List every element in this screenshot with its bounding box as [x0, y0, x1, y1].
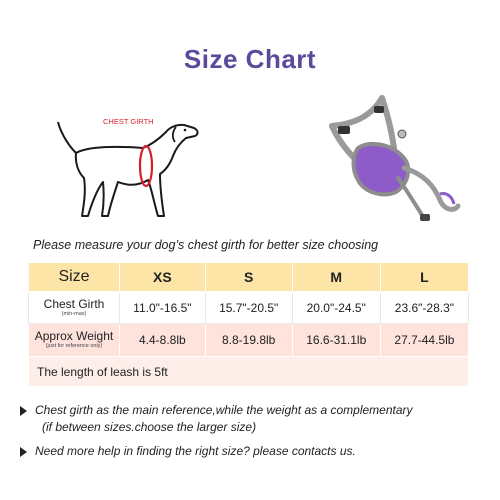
- header-l: L: [380, 263, 468, 292]
- weight-xs: 4.4-8.8lb: [120, 324, 206, 357]
- page-title: Size Chart: [183, 44, 317, 74]
- chest-s: 15.7"-20.5": [205, 292, 292, 324]
- header-size: Size: [29, 263, 120, 292]
- note2-text: Need more help in finding the right size? please contacts us.: [35, 444, 356, 458]
- chest-xs: 11.0"-16.5": [120, 292, 206, 324]
- header-s: S: [205, 263, 292, 292]
- weight-s: 8.8-19.8lb: [205, 324, 292, 357]
- triangle-bullet-icon: [20, 406, 27, 416]
- header-xs: XS: [120, 263, 206, 292]
- chest-girth-label-sub: (min-max): [61, 310, 87, 317]
- harness-leash-image: [312, 88, 462, 228]
- chest-girth-label-main: Chest Girth: [43, 296, 105, 311]
- dog-illustration: [48, 108, 218, 228]
- note1-line2: (if between sizes.choose the larger size): [42, 420, 257, 434]
- size-chart-table: [28, 262, 469, 387]
- table-row-approx-weight: [29, 324, 469, 357]
- header-m: M: [292, 263, 380, 292]
- triangle-bullet-icon: [20, 447, 27, 457]
- note-chest-girth: [20, 402, 413, 436]
- table-row-leash: [29, 357, 469, 387]
- approx-weight-label-main: Approx Weight: [34, 329, 114, 343]
- chest-girth-label: CHEST GIRTH: [103, 117, 154, 126]
- weight-l: 27.7-44.5lb: [380, 324, 468, 357]
- row-label-chest: [29, 292, 120, 324]
- measure-instruction: Please measure your dog’s chest girth for better size choosing: [33, 238, 379, 252]
- table-row-chest-girth: [29, 292, 469, 324]
- row-label-weight: [29, 324, 120, 357]
- table-header-row: [29, 263, 469, 292]
- note1-line1: Chest girth as the main reference,while the weight as a complementary: [35, 403, 413, 417]
- chest-m: 20.0"-24.5": [292, 292, 380, 324]
- approx-weight-label-sub: (just for reference only): [45, 343, 103, 349]
- weight-m: 16.6-31.1lb: [292, 324, 380, 357]
- chest-l: 23.6"-28.3": [380, 292, 468, 324]
- note-help: [20, 443, 356, 460]
- leash-length-text: The length of leash is 5ft: [29, 357, 469, 387]
